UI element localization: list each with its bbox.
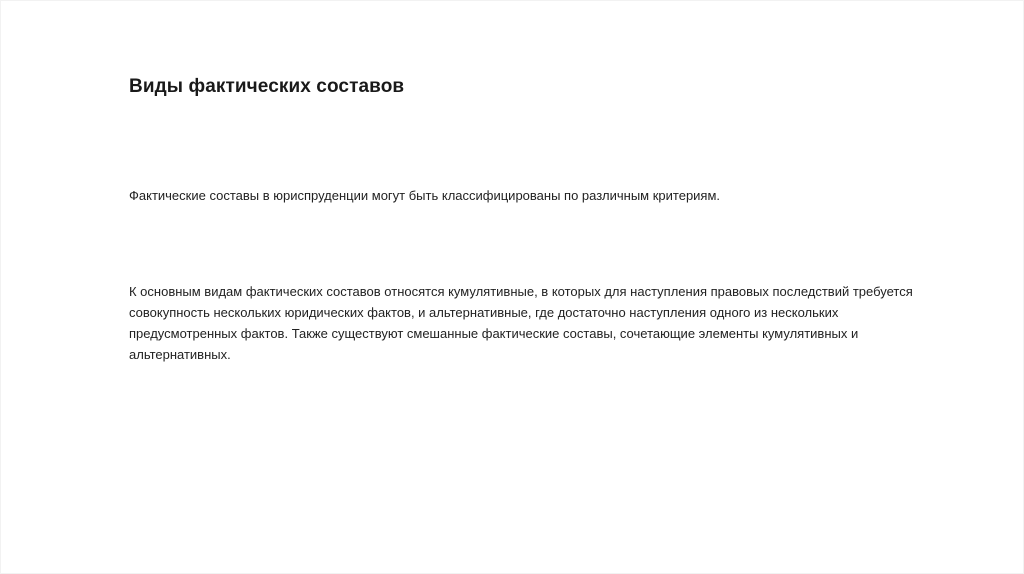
intro-paragraph: Фактические составы в юриспруденции могут быть классифицированы по различным критериям. — [129, 188, 721, 203]
body-paragraph — [129, 281, 959, 365]
slide-title: Виды фактических составов — [129, 76, 405, 97]
body-line: К основным видам фактических составов относятся кумулятивные, в которых для наступления правовых последствий требуется — [129, 284, 913, 299]
body-line: предусмотренных фактов. Также существуют смешанные фактические составы, сочетающие элементы кумулятивных и — [129, 326, 859, 341]
body-line: альтернативных. — [129, 347, 231, 362]
body-line: совокупность нескольких юридических фактов, и альтернативные, где достаточно наступления одного из нескольких — [129, 305, 839, 320]
